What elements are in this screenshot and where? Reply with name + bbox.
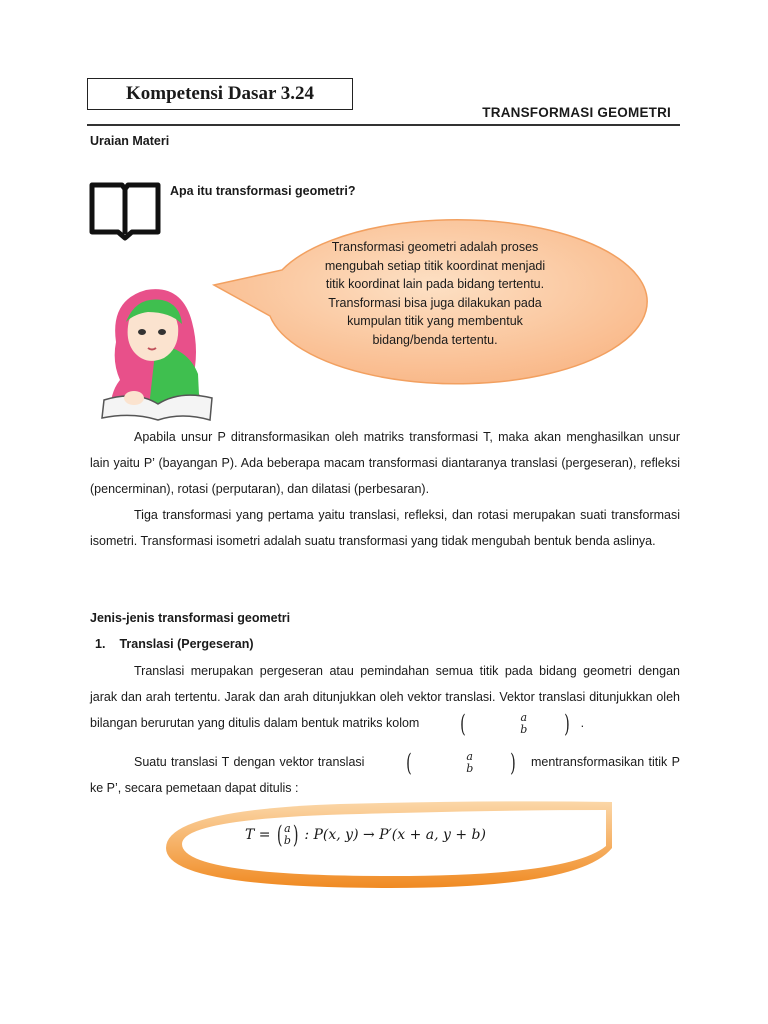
paragraph-isometri <box>90 502 680 554</box>
list-item-translasi <box>95 637 254 651</box>
vector-b: b <box>466 761 474 775</box>
paragraph-text: Tiga transformasi yang pertama yaitu translasi, refleksi, dan rotasi merupakan suati transformasi isometri. Transformasi isometri adalah suatu transformasi yang tidak mengubah bentuk benda aslinya. <box>90 508 680 548</box>
bubble-text <box>318 238 552 350</box>
topic-title: TRANSFORMASI GEOMETRI <box>482 105 671 120</box>
bubble-line: Transformasi geometri adalah proses <box>331 240 539 254</box>
sentence-end: . <box>580 716 585 730</box>
paragraph-intro <box>90 424 680 502</box>
column-vector: ( a b ) <box>276 821 299 849</box>
paragraph-text: mentransformasikan titik P ke P’, secara pemetaan dapat ditulis : <box>90 755 680 795</box>
kompetensi-dasar-title: Kompetensi Dasar 3.24 <box>125 83 315 104</box>
paragraph-text: Apabila unsur P ditransformasikan oleh matriks transformasi T, maka akan menghasilkan unsur lain yaitu P’ (bayangan P). Ada beberapa macam transformasi diantaranya translasi (pergeseran), refleksi (pencerminan), rotasi (perputaran), dan dilatasi (perbesaran). <box>90 430 680 496</box>
open-book-icon <box>88 182 162 242</box>
types-heading: Jenis-jenis transformasi geometri <box>90 611 291 625</box>
list-number: 1. <box>95 637 106 651</box>
bubble-line: Transformasi bisa juga dilakukan pada <box>328 295 542 310</box>
paragraph-text: Suatu translasi T dengan vektor translasi <box>134 755 365 769</box>
bubble-line: titik koordinat lain pada bidang tertentu. <box>325 277 545 292</box>
bubble-line: bidang/benda tertentu. <box>372 332 498 347</box>
paragraph-translasi-definition <box>90 658 680 736</box>
paragraph-translasi-mapping <box>90 749 680 801</box>
paragraph-text: Translasi merupakan pergeseran atau pemindahan semua titik pada bidang geometri dengan jarak dan arah tertentu. Jarak dan arah ditunjukkan oleh vektor translasi. Vektor translasi ditunjukkan oleh bilangan berurutan yang ditulis dalam bentuk matriks kolom <box>90 664 680 730</box>
translation-formula <box>245 823 565 847</box>
vector-a: a <box>466 749 473 763</box>
vector-b: b <box>520 722 528 736</box>
vector-a: a <box>520 710 528 724</box>
formula-rhs: : P(x, y) → P′(x + a, y + b) <box>304 827 486 843</box>
bubble-line: kumpulan titik yang membentuk <box>347 314 523 329</box>
column-vector: ( a b ) <box>459 709 570 738</box>
vector-a: a <box>284 822 291 835</box>
list-label: Translasi (Pergeseran) <box>119 637 254 651</box>
header-rule <box>87 124 680 126</box>
formula-lhs: T = <box>245 827 271 843</box>
section-title: Uraian Materi <box>90 134 170 148</box>
bubble-line: mengubah setiap titik koordinat menjadi <box>324 258 546 273</box>
column-vector: ( a b ) <box>405 748 516 777</box>
vector-b: b <box>283 834 291 847</box>
question-text: Apa itu transformasi geometri? <box>170 184 356 198</box>
kompetensi-dasar-box <box>87 78 353 110</box>
student-illustration <box>96 282 216 422</box>
